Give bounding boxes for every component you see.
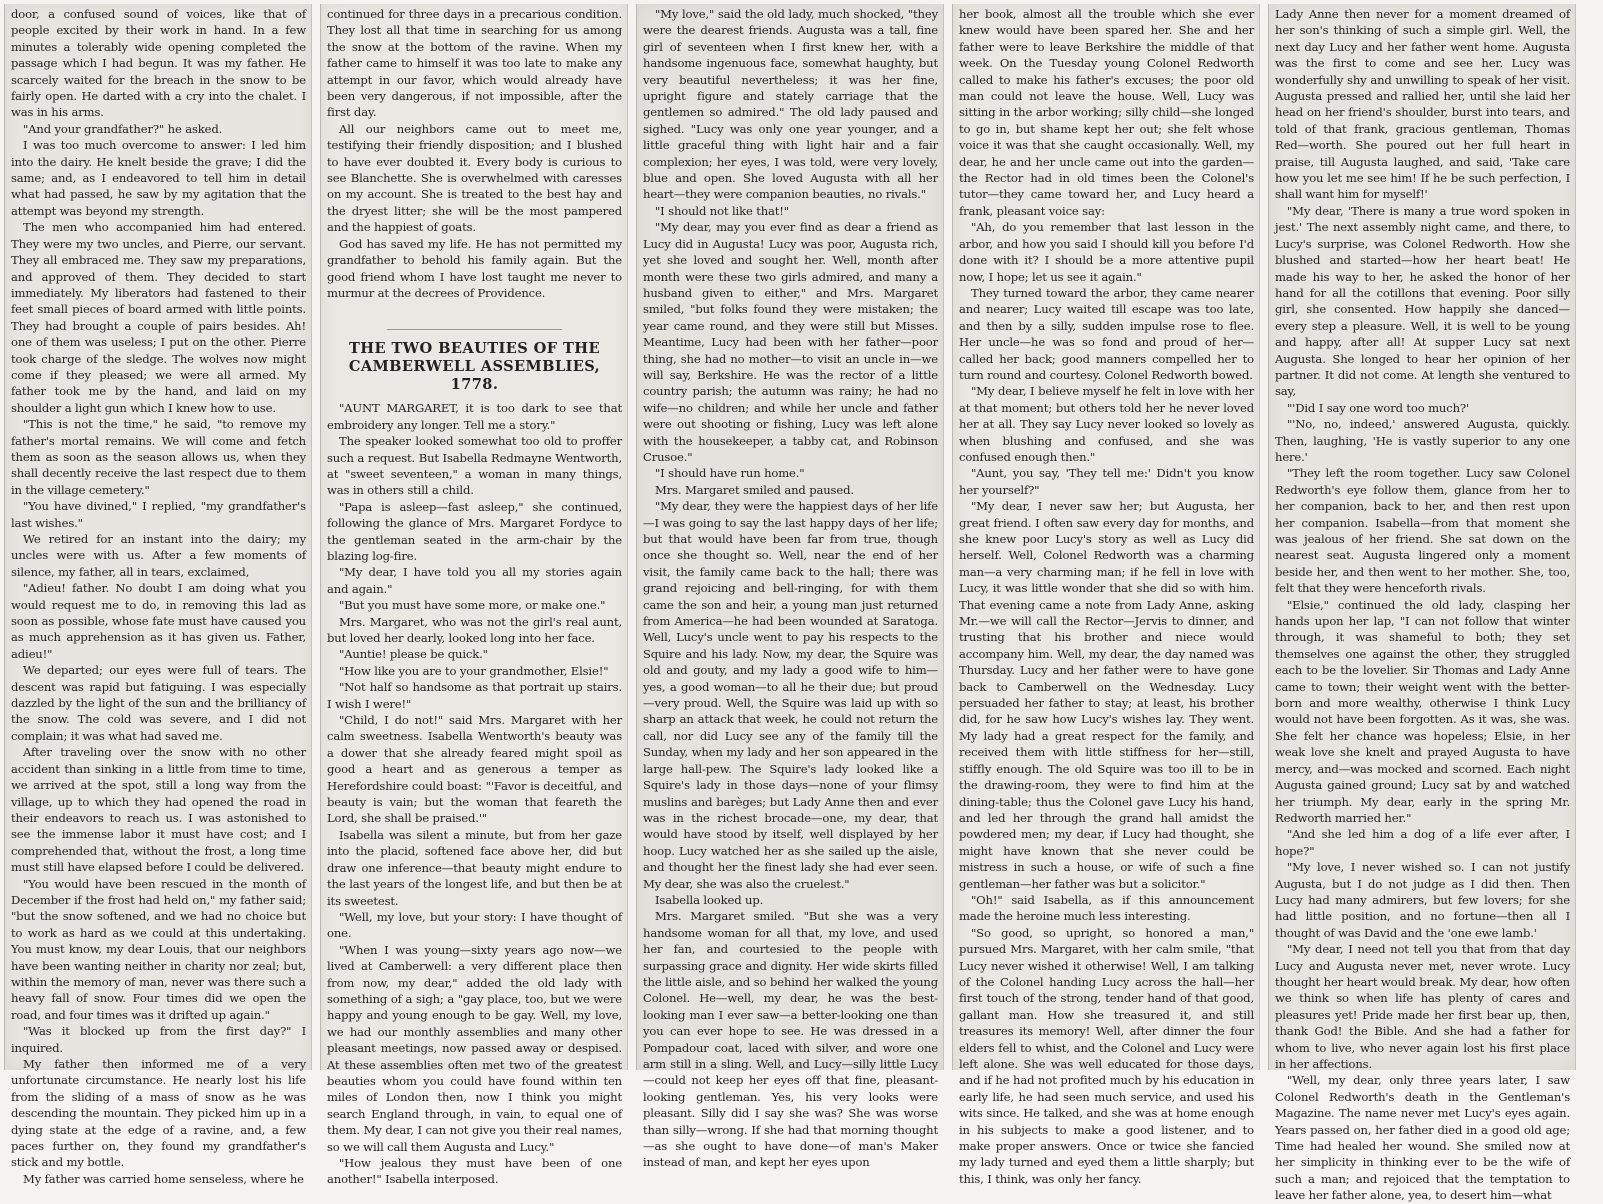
column-2-story-body <box>327 400 622 1188</box>
story-headline: THE TWO BEAUTIES OF THE CAMBERWELL ASSEMBLIES, 1778. <box>348 340 601 394</box>
column-1 <box>4 4 312 1186</box>
paragraph: "My dear, I never saw her; but Augusta, her great friend. I often saw every day for months, and she knew poor Lucy's story as well as Lucy did herself. Well, Colonel Redworth was a charming man—a very charming man; if he fell in love with Lucy, it was little wonder that she did so with him. That evening came a note from Lady Anne, asking Mr.—we will call the Rector—Jervis to dinner, and trusting that his brother and niece would accompany him. Well, my dear, the day named was Thursday. Lucy and her father were to have gone back to Camberwell on the Wednesday. Lucy persuaded her father to stay; at least, his brother did, for he saw how Lucy's wishes lay. They went. My lady had a great respect for the family, and received them with little stiffness for her—still, stiffly enough. The old Squire was too ill to be in the drawing-room, they were to find him at the dining-table; thus the Colonel gave Lucy his hand, and led her through the grand hall amidst the powdered men; my dear, if Lucy had thought, she might have known that she never could be mistress in such a house, or wife of such a fine gentleman—her father was but a solicitor." <box>959 499 1254 891</box>
paragraph: My father was carried home senseless, where he <box>23 1171 304 1186</box>
paragraph: "Papa is asleep—fast asleep," she continued, following the glance of Mrs. Margaret Fordyce to the gentleman seated in the arm-chair by the blazing log-fire. <box>327 499 622 563</box>
paragraph: "Elsie," continued the old lady, clasping her hands upon her lap, "I can not follow that winter through, it was shameful to both; they set themselves one against the other, they struggled each to be the lovelier. Sir Thomas and Lady Anne came to town; their weight went with the better-born and more wealthy, otherwise I think Lucy would not have been forgotten. As it was, she was. She felt her chance was hopeless; Elsie, in her weak love she knelt and prayed Augusta to have mercy, and—was mocked and scorned. Each night Augusta gained ground; Lucy sat by and watched her triumph. My dear, early in the spring Mr. Redworth married her." <box>1275 597 1570 825</box>
paragraph: door, a confused sound of voices, like that of people excited by their work in hand. In a few minutes a tolerably wide opening completed the passage which I had begun. It was my father. He scarcely waited for the breach in the snow to be fairly open. He darted with a cry into the chalet. I was in his arms. <box>11 7 306 120</box>
paragraph: "But you must have some more, or make one." <box>339 598 606 613</box>
paragraph: After traveling over the snow with no other accident than sinking in a little from time to time, we arrived at the spot, still a long way from the village, up to which they had opened the road in their endeavors to reach us. I was astonished to see the immense labor it must have cost; and I comprehended that, without the frost, a long time must still have elapsed before I could be delivered. <box>11 745 306 875</box>
paragraph: "This is not the time," he said, "to remove my father's mortal remains. We will come and fetch them as soon as the season allows us, when they shall decently receive the last respect due to them in the village cemetery." <box>11 417 306 497</box>
paragraph: "'Did I say one word too much?' <box>1287 400 1470 415</box>
paragraph: My father then informed me of a very unfortunate circumstance. He nearly lost his life from the sliding of a mass of snow as he was descending the mountain. They picked him up in a dying state at the edge of a ravine, and, a few paces further on, they found my grandfather's stick and my bottle. <box>11 1057 306 1170</box>
paragraph: "Was it blocked up from the first day?" I inquired. <box>11 1024 306 1055</box>
paragraph: "Auntie! please be quick." <box>339 647 488 662</box>
paragraph: Mrs. Margaret, who was not the girl's real aunt, but loved her dearly, looked long into her face. <box>327 614 622 645</box>
column-5 <box>1268 4 1576 1203</box>
column-5-body <box>1275 6 1570 1204</box>
paragraph: "How jealous they must have been of one another!" Isabella interposed. <box>327 1156 622 1187</box>
paragraph: "I should not like that!" <box>655 203 789 218</box>
paragraph: We departed; our eyes were full of tears. The descent was rapid but fatiguing. I was especially dazzled by the light of the sun and the brilliancy of the snow. The cold was severe, and I did not complain; it was what had saved me. <box>11 663 306 743</box>
paragraph: "You have divined," I replied, "my grandfather's last wishes." <box>11 499 306 530</box>
paragraph: "Not half so handsome as that portrait up stairs. I wish I were!" <box>327 680 622 711</box>
paragraph: "Ah, do you remember that last lesson in the arbor, and how you said I should kill you before I'd done with it? I should be a more attentive pupil now, I hope; let us see it again." <box>959 220 1254 284</box>
paragraph: "AUNT MARGARET, it is too dark to see that embroidery any longer. Tell me a story." <box>327 401 622 432</box>
column-1-body <box>11 6 306 1187</box>
paragraph: The speaker looked somewhat too old to proffer such a request. But Isabella Redmayne Wentworth, at "sweet seventeen," a woman in many things, was in others still a child. <box>327 434 622 498</box>
paragraph: God has saved my life. He has not permitted my grandfather to behold his family again. But the good friend whom I have lost taught me never to murmur at the decrees of Providence. <box>327 236 622 300</box>
column-2-body <box>327 6 622 301</box>
paragraph: "Child, I do not!" said Mrs. Margaret with her calm sweetness. Isabella Wentworth's beauty was a dower that she already feared might spoil as good a heart and as generous a temper as Herefordshire could boast: "'Favor is deceitful, and beauty is vain; but the woman that feareth the Lord, she shall be praised.'" <box>327 713 622 826</box>
paragraph: I was too much overcome to answer: I led him into the dairy. He knelt beside the grave; I did the same; and, as I endeavored to tell him in detail what had passed, he saw by my agitation that the attempt was beyond my strength. <box>11 138 306 218</box>
section-rule <box>387 329 562 330</box>
paragraph: "Aunt, you say, 'They tell me:' Didn't you know her yourself?" <box>959 466 1254 497</box>
paragraph: "My dear, I believe myself he felt in love with her at that moment; but others told her he never loved her at all. They say Lucy never looked so lovely as when blushing and confused, and she was confused enough then." <box>959 384 1254 464</box>
column-4 <box>952 4 1260 1186</box>
paragraph: Lady Anne then never for a moment dreamed of her son's thinking of such a simple girl. Well, the next day Lucy and her father went home. Augusta was the first to come and see her. Lucy was wonderfully shy and unwilling to speak of her visit. Augusta pressed and rallied her, until she laid her head on her friend's shoulder, burst into tears, and told of that frank, gracious gentleman, Thomas Red—worth. She poured out her full heart in praise, till Augusta laughed, and said, 'Take care how you let me see him! If he be such perfection, I shall want him for myself!' <box>1275 7 1570 202</box>
paragraph: Isabella looked up. <box>655 892 764 907</box>
paragraph: continued for three days in a precarious condition. They lost all that time in searching for us among the snow at the bottom of the ravine. When my father came to himself it was too late to make any attempt in our favor, which would already have been very dangerous, if not impossible, after the first day. <box>327 7 622 120</box>
paragraph: "Oh!" said Isabella, as if this announcement made the heroine much less interesting. <box>959 892 1254 924</box>
paragraph: "My dear, I have told you all my stories again and again." <box>327 565 622 596</box>
paragraph: "So good, so upright, so honored a man," pursued Mrs. Margaret, with her calm smile, "that Lucy never wished it otherwise! Well, I am talking of the Colonel handing Lucy across the hall—her first touch of the strong, tender hand of that good, gallant man. How she treasured it, and still treasures its memory! Well, after dinner the four elders fell to whist, and the Colonel and Lucy were left alone. She was well educated for those days, and if he had not profited much by his education in early life, he had seen much service, and used his wits since. He talked, and she was at home enough in his subjects to make a good listener, and to make proper answers. Once or twice she fancied my lady turned and eyed them a little sharply; but this, I think, was only her fancy. <box>959 925 1254 1186</box>
paragraph: "You would have been rescued in the month of December if the frost had held on," my father said; "but the snow softened, and we had no choice but to work as hard as we could at this undertaking. You must know, my dear Louis, that our neighbors have been wanting neither in charity nor zeal; but, within the memory of man, never was there such a heavy fall of snow. Four times did we open the road, and four times was it drifted up again." <box>11 876 306 1022</box>
paragraph: "Well, my love, but your story: I have thought of one. <box>327 909 622 941</box>
paragraph: Isabella was silent a minute, but from her gaze into the placid, softened face above her, did but draw one inference—that beauty might endure to the last years of the longest life, and but then be at its sweetest. <box>327 827 622 908</box>
paragraph: "Well, my dear, only three years later, I saw Colonel Redworth's death in the Gentleman's Magazine. The name never met Lucy's eyes again. Years passed on, her father died in a good old age; Time had healed her wound. She smiled now at her simplicity in thinking ever to be the wife of such a man; and rejoiced that the temptation to leave her father alone, yea, to desert him—what <box>1275 1073 1570 1203</box>
column-3-body <box>643 6 938 1171</box>
paragraph: "And your grandfather?" he asked. <box>23 121 223 136</box>
paragraph: "How like you are to your grandmother, Elsie!" <box>339 663 609 678</box>
paragraph: "Adieu! father. No doubt I am doing what you would request me to do, in removing this lad as soon as possible, whose fate must have caused you as much apprehension as it has given us. Father, adieu!" <box>11 581 306 661</box>
paragraph: "'No, no, indeed,' answered Augusta, quickly. Then, laughing, 'He is vastly superior to any one here.' <box>1275 417 1570 464</box>
paragraph: "They left the room together. Lucy saw Colonel Redworth's eye follow them, glance from her to her companion, back to her, and then rest upon her companion. Isabella—from that moment she was jealous of her friend. She sat down on the nearest seat. Augusta lingered only a moment beside her, and then went to her mother. She, too, felt that they were henceforth rivals. <box>1275 466 1570 596</box>
column-4-body <box>959 6 1254 1187</box>
paragraph: Mrs. Margaret smiled. "But she was a very handsome woman for all that, my love, and used her fan, and courtesied to the people with surpassing grace and dignity. Her wide skirts filled the little aisle, and so behind her walked the young Colonel. He—well, my dear, he was the best-looking man I ever saw—a better-looking one than you can ever hope to see. He was dressed in a Pompadour coat, laced with silver, and wore one arm still in a sling. Well, and Lucy—silly little Lucy—could not keep her eyes off that fine, pleasant-looking gentleman. Yes, his very looks were pleasant. Silly did I say she was? She was worse than silly—wrong. If she had that morning thought—as she ought to have done—of man's Maker instead of man, and kept her eyes upon <box>643 909 938 1170</box>
paragraph: "My dear, they were the happiest days of her life—I was going to say the last happy days of her life; but that would have been far from true, though once she thought so. Well, near the end of her visit, the family came back to the hall; there was grand rejoicing and bell-ringing, for with them came the son and heir, a young man just returned from America—he had been wounded at Saratoga. Well, Lucy's uncle went to pay his respects to the Squire and his lady. Now, my dear, the Squire was old and gouty, and my lady a good wife to him—yes, a good woman—to all he their due; but proud—very proud. Well, the Squire was laid up with so sharp an attack that week, he could not return the call, nor did Lucy see any of the family till the Sunday, when my lady and her son appeared in the large hall-pew. The Squire's lady looked like a Squire's lady in those days—none of your flimsy muslins and barèges; but Lady Anne then and ever was in the richest brocade—one, my dear, that would have stood by itself, well displayed by her hoop. Lucy watched her as she sailed up the aisle, and thought her the finest lady she had ever seen. My dear, she was also the cruelest." <box>643 499 938 891</box>
column-2 <box>320 4 628 1187</box>
paragraph: "I should have run home." <box>655 466 805 481</box>
paragraph: All our neighbors came out to meet me, testifying their friendly disposition; and I blushed to have ever doubted it. Every body is curious to see Blanchette. She is overwhelmed with caresses on my account. She is treated to the best hay and the dryest litter; she will be the most pampered and the happiest of goats. <box>327 121 622 235</box>
paragraph: Mrs. Margaret smiled and paused. <box>655 482 854 497</box>
paragraph: "My love," said the old lady, much shocked, "they were the dearest friends. Augusta was a tall, fine girl of seventeen when I first knew her, with a handsome ingenuous face, somewhat haughty, but very beautiful nevertheless; it was her fine, upright figure and stately carriage that the gentlemen so admired." The old lady paused and sighed. "Lucy was only one year younger, and a little graceful thing with light hair and a fair complexion; her eyes, I was told, were very lovely, blue and open. She loved Augusta with all her heart—they were companion beauties, no rivals." <box>643 7 938 202</box>
paragraph: "My dear, 'There is many a true word spoken in jest.' The next assembly night came, and there, to Lucy's surprise, was Colonel Redworth. How she blushed and started—how her heart beat! He made his way to her, he asked the honor of her hand for all the cotillons that evening. Poor silly girl, she consented. How happily she danced—every step a pleasure. Well, it is well to be young and happy, after all! At supper Lucy sat next Augusta. She longed to hear her opinion of her partner. It did not come. At length she ventured to say, <box>1275 203 1570 399</box>
column-3 <box>636 4 944 1170</box>
paragraph: "And she led him a dog of a life ever after, I hope?" <box>1275 827 1570 858</box>
paragraph: We retired for an instant into the dairy; my uncles were with us. After a few moments of silence, my father, all in tears, exclaimed, <box>11 532 306 579</box>
paragraph: her book, almost all the trouble which she ever knew would have been spared her. She and her father were to leave Berkshire the middle of that week. On the Tuesday young Colonel Redworth called to make his father's excuses; the poor old man could not leave the house. Well, Lucy was sitting in the arbor working; silly child—she longed to go in, but shame kept her out; she felt whose voice it was that she caught occasionally. Well, my dear, he and her uncle came out into the garden—the Rector had in old times been the Colonel's tutor—they came toward her, and Lucy heard a frank, pleasant voice say: <box>959 7 1254 218</box>
paragraph: "My dear, may you ever find as dear a friend as Lucy did in Augusta! Lucy was poor, Augusta rich, yet she loved and sought her. Well, month after month were these two girls admired, and many a husband given to either," and Mrs. Margaret smiled, "but folks found they were mistaken; the year came round, and they were still but Misses. Meantime, Lucy had been with her father—poor thing, she had no mother—to visit an uncle in—we will say, Berkshire. He was the rector of a little country parish; the autumn was rainy; he had no wife—no children; and while her uncle and father were out shooting or fishing, Lucy was left alone with the housekeeper, a tabby cat, and Robinson Crusoe." <box>643 220 938 464</box>
paragraph: The men who accompanied him had entered. They were my two uncles, and Pierre, our servant. They all embraced me. They saw my preparations, and approved of them. They decided to start immediately. My liberators had fastened to their feet small pieces of board armed with little points. They had brought a couple of pairs besides. Ah! one of them was useless; I put on the other. Pierre took charge of the sledge. The wolves now might come if they pleased; we were all armed. My father took me by the hand, and laid on my shoulder a light gun which I knew how to use. <box>11 220 306 415</box>
paragraph: "When I was young—sixty years ago now—we lived at Camberwell: a very different place then from now, my dear," added the old lady with something of a sigh; a "gay place, too, but we were happy and young enough to be gay. Well, my love, we had our monthly assemblies and many other pleasant meetings, now passed away or despised. At these assemblies often met two of the greatest beauties whom you could have found within ten miles of London then, now I think you might search England through, in vain, to equal one of them. My dear, I can not give you their real names, so we will call them Augusta and Lucy." <box>327 942 622 1154</box>
paragraph: "My dear, I need not tell you that from that day Lucy and Augusta never met, never wrote. Lucy thought her heart would break. My dear, how often we think so when life has plenty of cares and pleasures yet! Pride made her first bear up, then, thank God! the Bible. And she had a father for whom to live, who never again lost his first place in her affections. <box>1275 942 1570 1071</box>
paragraph: "My love, I never wished so. I can not justify Augusta, but I do not judge as I did then. Then Lucy had many admirers, but few lovers; for she had little position, and no fortune—then all I thought of was David and the 'one ewe lamb.' <box>1275 860 1570 940</box>
paragraph: They turned toward the arbor, they came nearer and nearer; Lucy waited till escape was too late, and then by a silly, sudden impulse rose to flee. Her uncle—he was so fond and proud of her—called her back; good manners compelled her to turn round and courtesy. Colonel Redworth bowed. <box>959 285 1254 382</box>
